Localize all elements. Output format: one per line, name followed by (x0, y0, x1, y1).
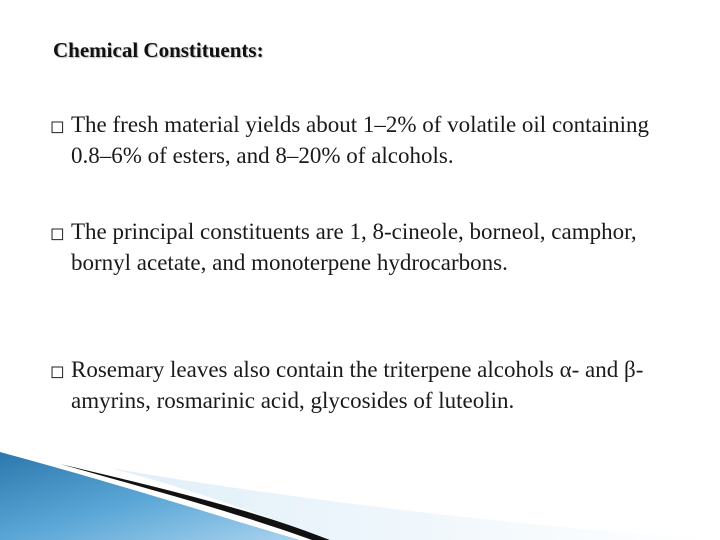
bullet-box-icon: ◻ (50, 116, 65, 137)
slide-title: Chemical Constituents: (53, 38, 264, 62)
bullet-text: The principal constituents are 1, 8-cineole, borneol, camphor, bornyl acetate, and monoterpene hydrocarbons. (71, 219, 637, 275)
bullet-box-icon: ◻ (50, 223, 65, 244)
bullet-text: The fresh material yields about 1–2% of volatile oil containing 0.8–6% of esters, and 8–20% of alcohols. (71, 112, 650, 168)
bullet-item-3 (50, 354, 690, 416)
corner-swoosh-decoration (0, 450, 720, 540)
bullet-item-2 (50, 216, 690, 278)
bullet-text: Rosemary leaves also contain the triterpene alcohols α- and β-amyrins, rosmarinic acid, glycosides of luteolin. (71, 357, 644, 413)
bullet-box-icon: ◻ (50, 361, 65, 382)
bullet-item-1 (50, 109, 690, 171)
